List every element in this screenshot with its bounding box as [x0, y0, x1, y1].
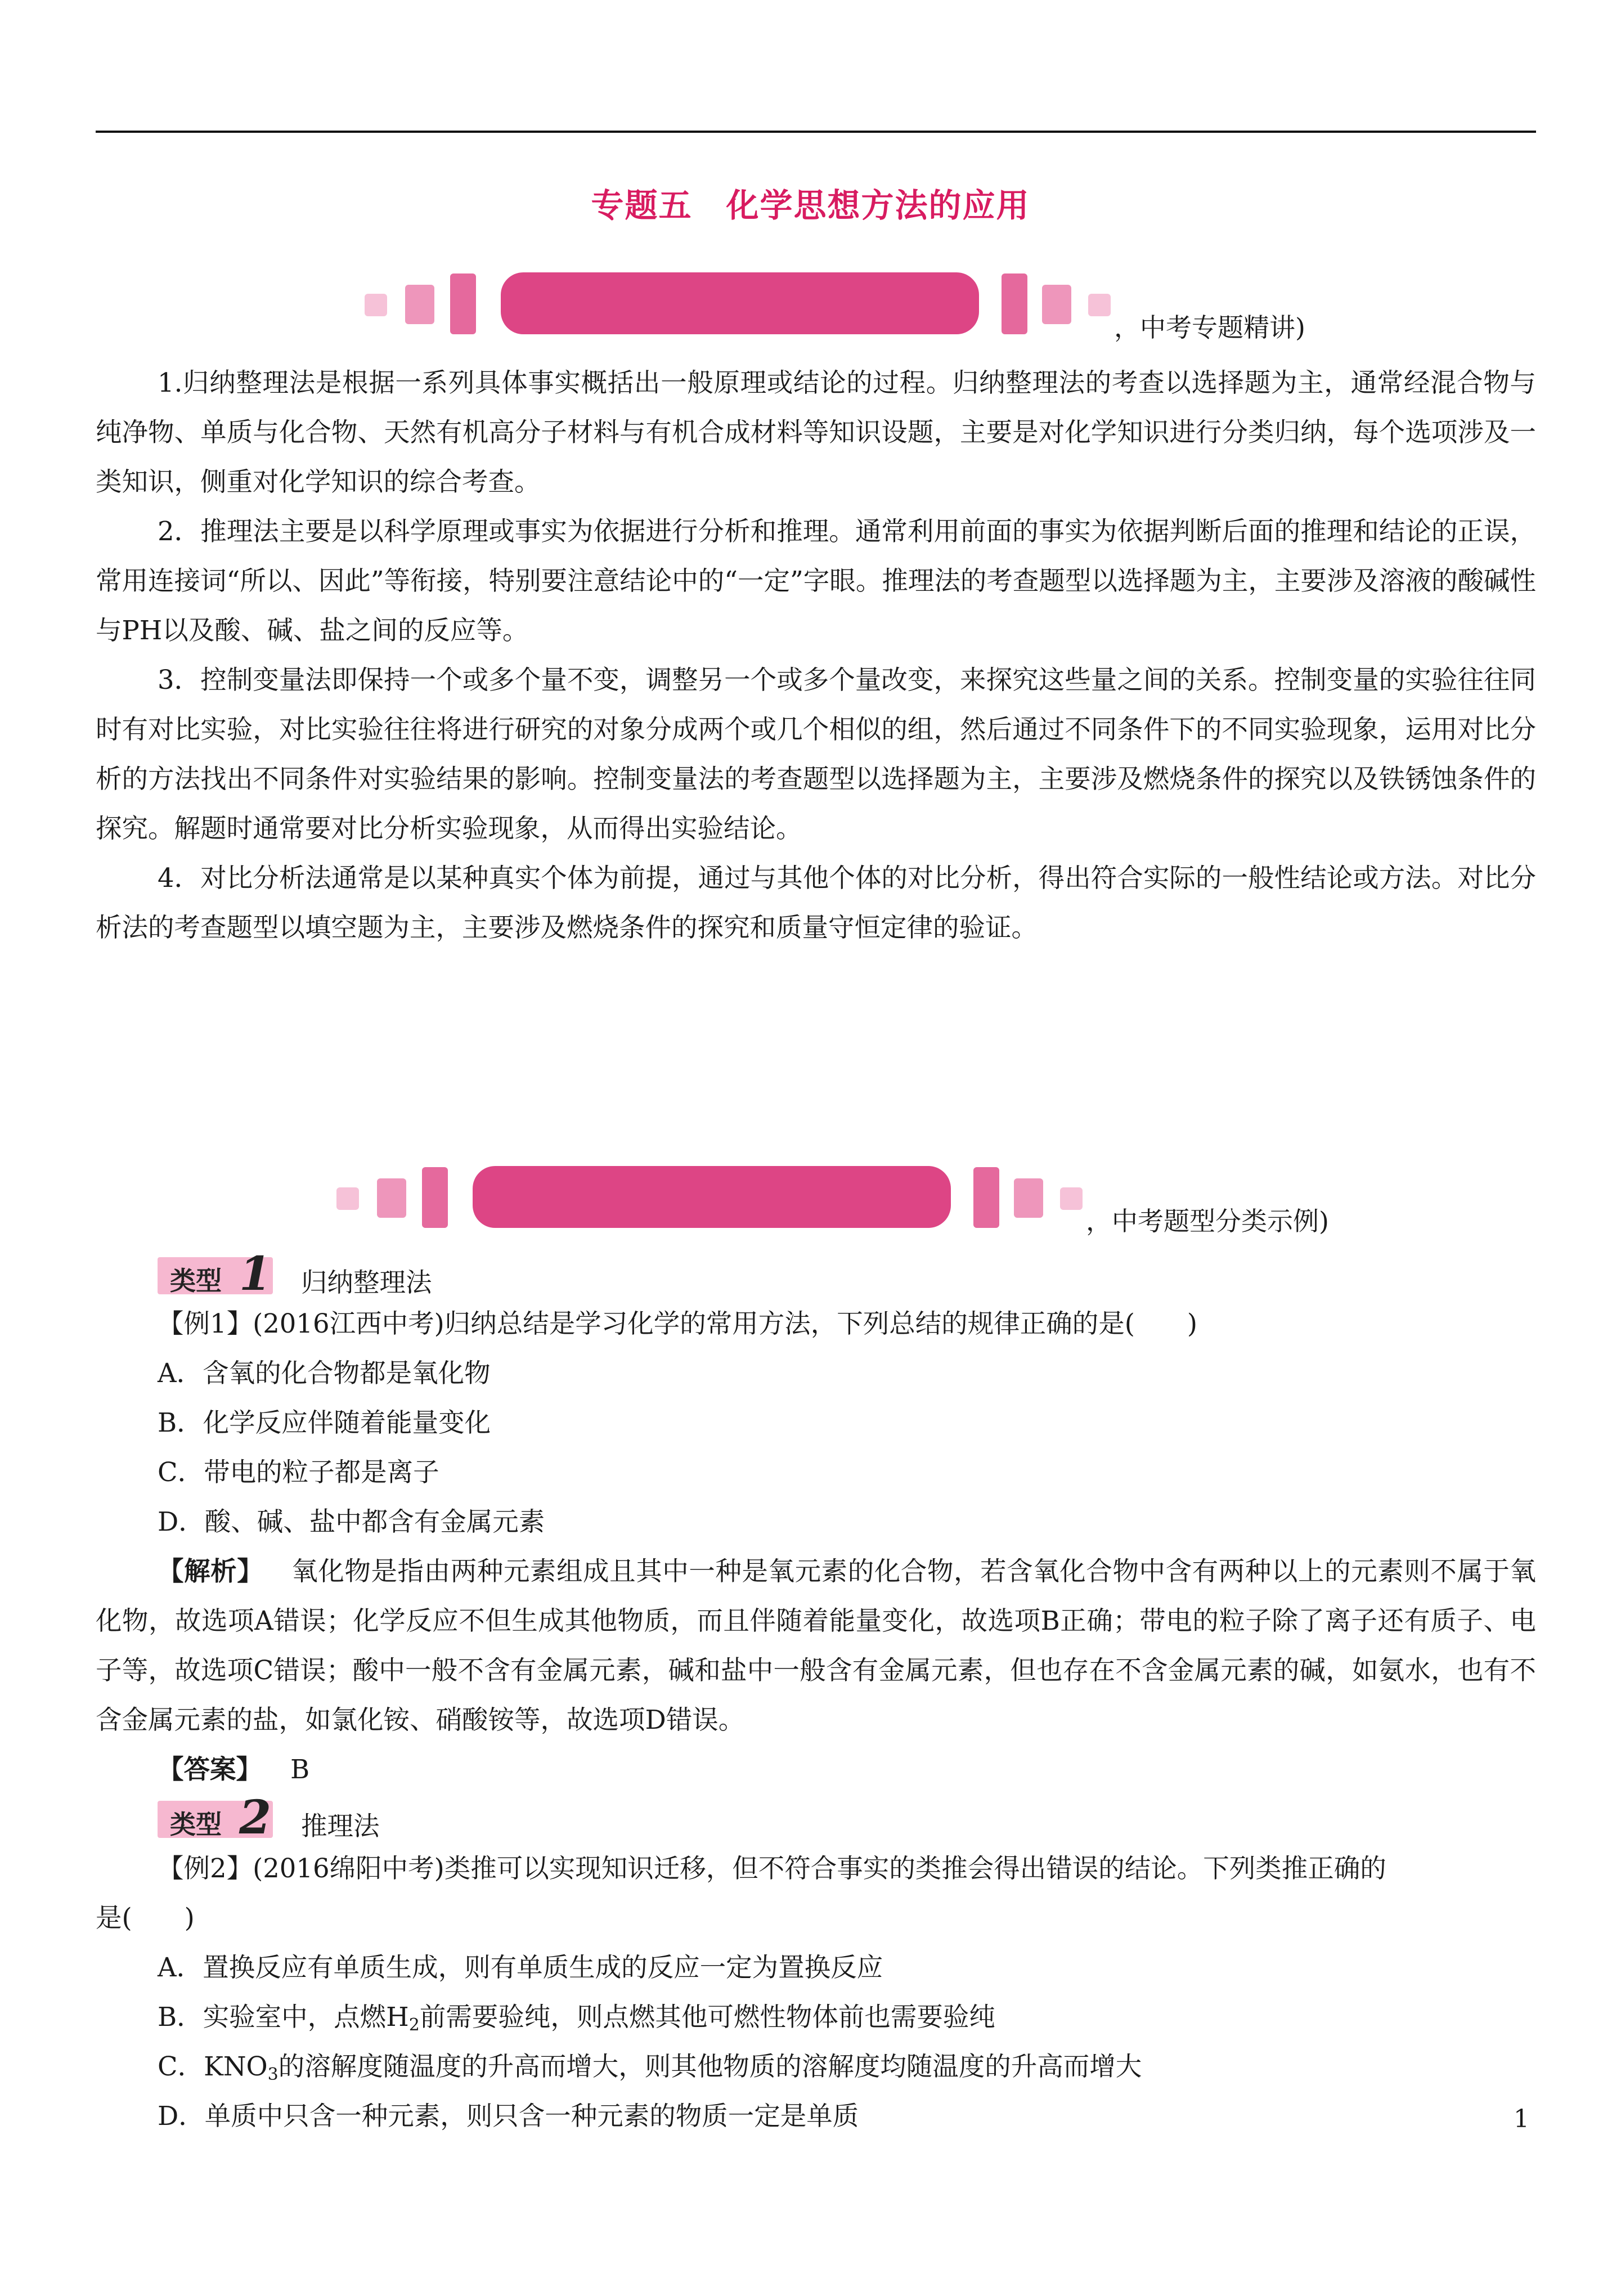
- option-c-pre: C．KNO: [158, 2051, 268, 2082]
- option-b-post: 前需要验纯，则点燃其他可燃性物体前也需要验纯: [419, 2002, 995, 2032]
- option-b-sub: 2: [408, 2015, 420, 2035]
- banner-square-light: [1088, 294, 1111, 316]
- banner-square-mid: [1042, 285, 1071, 324]
- analysis-text: 氧化物是指由两种元素组成且其中一种是氧元素的化合物，若含氧化合物中含有两种以上的元素则不属于氧化物，故选项A错误；化学反应不但生成其他物质，而且伴随着能量变化，故选项B正确；带电的粒子除了离子还有质子、电子等，故选项C错误；酸中一般不含有金属元素，碱和盐中一般含有金属元素，但也存在不含金属元素的碱，如氨水，也有不含金属元素的盐，如氯化铵、硝酸铵等，故选项D错误。: [96, 1556, 1536, 1735]
- example-1-option-b: B．化学反应伴随着能量变化: [158, 1407, 491, 1438]
- banner-caption-2: ，中考题型分类示例): [1086, 1206, 1329, 1236]
- type-label-2: 推理法: [301, 1811, 380, 1841]
- example-1-question: 【例1】(2016江西中考)归纳总结是学习化学的常用方法，下列总结的规律正确的是( ): [158, 1308, 1197, 1339]
- banner-square-dark: [973, 1167, 999, 1228]
- option-b-pre: B．实验室中，点燃H: [158, 2002, 409, 2032]
- banner-square-dark: [1002, 273, 1027, 334]
- banner-square-mid: [377, 1178, 406, 1218]
- paragraph-4: 4．对比分析法通常是以某种真实个体为前提，通过与其他个体的对比分析，得出符合实际的一般性结论或方法。对比分析法的考查题型以填空题为主，主要涉及燃烧条件的探究和质量守恒定律的验证。: [96, 863, 1536, 943]
- section-banner-2: [332, 1164, 1120, 1243]
- page-number: 1: [1514, 2105, 1529, 2133]
- type-label-1: 归纳整理法: [301, 1267, 432, 1298]
- example-1-option-a: A．含氧的化合物都是氧化物: [158, 1358, 491, 1388]
- banner-square-mid: [405, 285, 434, 324]
- type-word: 类型: [170, 1809, 222, 1840]
- type-word: 类型: [170, 1266, 222, 1296]
- banner-square-light: [365, 294, 387, 316]
- section-banner-1: [360, 270, 1148, 349]
- answer-value: B: [290, 1754, 310, 1784]
- banner-square-dark: [422, 1167, 448, 1228]
- example-2-question-line2: 是( ): [96, 1903, 195, 1933]
- banner-square-mid: [1014, 1178, 1043, 1218]
- example-1-answer: [158, 1745, 1598, 1794]
- answer-label: 【答案】: [158, 1754, 262, 1784]
- example-2-question-line1: 【例2】(2016绵阳中考)类推可以实现知识迁移，但不符合事实的类推会得出错误的结论。下列类推正确的: [158, 1853, 1386, 1884]
- banner-pill: [501, 272, 979, 334]
- analysis-label: 【解析】: [158, 1556, 264, 1586]
- banner-pill: [473, 1166, 951, 1228]
- top-rule: [96, 131, 1536, 133]
- banner-square-light: [1060, 1187, 1083, 1210]
- option-c-post: 的溶解度随温度的升高而增大，则其他物质的溶解度均随温度的升高而增大: [278, 2051, 1142, 2082]
- page-title: 专题五 化学思想方法的应用: [591, 186, 1030, 225]
- example-2-option-d: D．单质中只含一种元素，则只含一种元素的物质一定是单质: [158, 2101, 859, 2131]
- example-1-option-c: C．带电的粒子都是离子: [158, 1457, 439, 1487]
- paragraph-3: 3．控制变量法即保持一个或多个量不变，调整另一个或多个量改变，来探究这些量之间的关系。控制变量的实验往往同时有对比实验，对比实验往往将进行研究的对象分成两个或几个相似的组，然后通过不同条件下的不同实验现象，运用对比分析的方法找出不同条件对实验结果的影响。控制变量法的考查题型以选择题为主，主要涉及燃烧条件的探究以及铁锈蚀条件的探究。解题时通常要对比分析实验现象，从而得出实验结论。: [96, 665, 1536, 844]
- example-1-analysis: [96, 1546, 1536, 1745]
- type-number: 1: [239, 1247, 272, 1301]
- type-badge-2: [158, 1791, 273, 1845]
- paragraph-2: 2．推理法主要是以科学原理或事实为依据进行分析和推理。通常利用前面的事实为依据判断后面的推理和结论的正误，常用连接词“所以、因此”等衔接，特别要注意结论中的“一定”字眼。推理法的考查题型以选择题为主，主要涉及溶液的酸碱性与PH以及酸、碱、盐之间的反应等。: [96, 516, 1536, 645]
- example-2-option-a: A．置换反应有单质生成，则有单质生成的反应一定为置换反应: [158, 1952, 883, 1983]
- banner-square-light: [336, 1187, 359, 1210]
- banner-square-dark: [450, 273, 476, 334]
- type-number: 2: [239, 1791, 272, 1845]
- banner-caption-1: ，中考专题精讲): [1114, 312, 1305, 343]
- example-1-option-d: D．酸、碱、盐中都含有金属元素: [158, 1506, 545, 1537]
- paragraph-1: 1.归纳整理法是根据一系列具体事实概括出一般原理或结论的过程。归纳整理法的考查以选择题为主，通常经混合物与纯净物、单质与化合物、天然有机高分子材料与有机合成材料等知识设题，主要是对化学知识进行分类归纳，每个选项涉及一类知识，侧重对化学知识的综合考查。: [96, 367, 1536, 497]
- type-badge-1: [158, 1247, 273, 1301]
- option-c-sub: 3: [267, 2065, 279, 2084]
